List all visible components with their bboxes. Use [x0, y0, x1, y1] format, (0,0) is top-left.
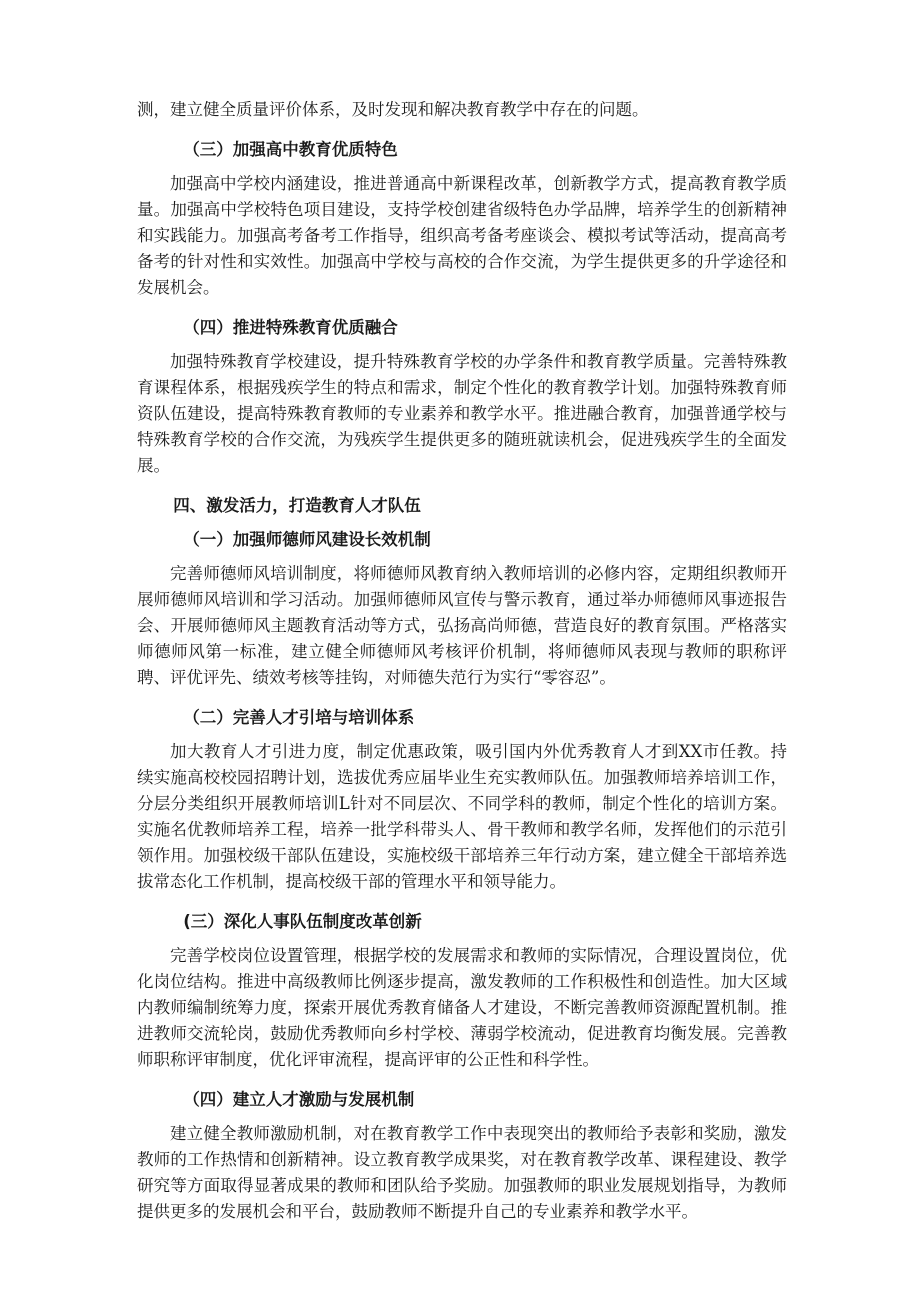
paragraph-personnel-reform: 完善学校岗位设置管理，根据学校的发展需求和教师的实际情况，合理设置岗位，优化岗位结构。推进中高级教师比例逐步提高，激发教师的工作积极性和创造性。加大区域内教师编制统筹力度，探索开展优秀教育储备人才建设，不断完善教师资源配置机制。推进教师交流轮岗，鼓励优秀教师向乡村学校、薄弱学校流动，促进教育均衡发展。完善教师职称评审制度，优化评审流程，提高评审的公正性和科学性。: [137, 946, 787, 1069]
section-heading-3-4: （四）推进特殊教育优质融合: [183, 318, 398, 337]
paragraph-special-education: 加强特殊教育学校建设，提升特殊教育学校的办学条件和教育教学质量。完善特殊教育课程体系，根据残疾学生的特点和需求，制定个性化的教育教学计划。加强特殊教育师资队伍建设，提高特殊教育教师的专业素养和教学水平。推进融合教育，加强普通学校与特殊教育学校的合作交流，为残疾学生提供更多的随班就读机会，促进残疾学生的全面发展。: [137, 352, 787, 475]
chapter-heading-4: 四、激发活力，打造教育人才队伍: [173, 496, 421, 515]
paragraph-teacher-ethics: 完善师德师风培训制度，将师德师风教育纳入教师培训的必修内容，定期组织教师开展师德师风培训和学习活动。加强师德师风宣传与警示教育，通过举办师德师风事迹报告会、开展师德师风主题教育活动等方式，弘扬高尚师德，营造良好的教育氛围。严格落实师德师风第一标准，建立健全师德师风考核评价机制，将师德师风表现与教师的职称评聘、评优评先、绩效考核等挂钩，对师德失范行为实行“零容忍”。: [137, 564, 787, 687]
paragraph-incentive-mechanism: 建立健全教师激励机制，对在教育教学工作中表现突出的教师给予表彰和奖励，激发教师的工作热情和创新精神。设立教育教学成果奖，对在教育教学改革、课程建设、教学研究等方面取得显著成果的教师和团队给予奖励。加强教师的职业发展规划指导，为教师提供更多的发展机会和平台，鼓励教师不断提升自己的专业素养和教学水平。: [137, 1124, 787, 1221]
section-heading-4-2: （二）完善人才引培与培训体系: [183, 708, 415, 727]
section-heading-3-3: （三）加强高中教育优质特色: [183, 140, 398, 159]
document-body: [137, 97, 787, 1225]
paragraph-continuation: 测，建立健全质量评价体系，及时发现和解决教育教学中存在的问题。: [137, 100, 649, 119]
section-heading-4-3: (三）深化人事队伍制度改革创新: [183, 912, 422, 931]
paragraph-high-school: 加强高中学校内涵建设，推进普通高中新课程改革，创新教学方式，提高教育教学质量。加强高中学校特色项目建设，支持学校创建省级特色办学品牌，培养学生的创新精神和实践能力。加强高考备考工作指导，组织高考备考座谈会、模拟考试等活动，提高高考备考的针对性和实效性。加强高中学校与高校的合作交流，为学生提供更多的升学途径和发展机会。: [137, 174, 787, 297]
section-heading-4-4: （四）建立人才激励与发展机制: [183, 1090, 415, 1109]
paragraph-talent-training: 加大教育人才引进力度，制定优惠政策，吸引国内外优秀教育人才到XX市任教。持续实施高校校园招聘计划，选拔优秀应届毕业生充实教师队伍。加强教师培养培训工作，分层分类组织开展教师培训L针对不同层次、不同学科的教师，制定个性化的培训方案。实施名优教师培养工程，培养一批学科带头人、骨干教师和教学名师，发挥他们的示范引领作用。加强校级干部队伍建设，实施校级干部培养三年行动方案，建立健全干部培养选拔常态化工作机制，提高校级干部的管理水平和领导能力。: [137, 742, 787, 891]
section-heading-4-1: （一）加强师德师风建设长效机制: [183, 530, 431, 549]
